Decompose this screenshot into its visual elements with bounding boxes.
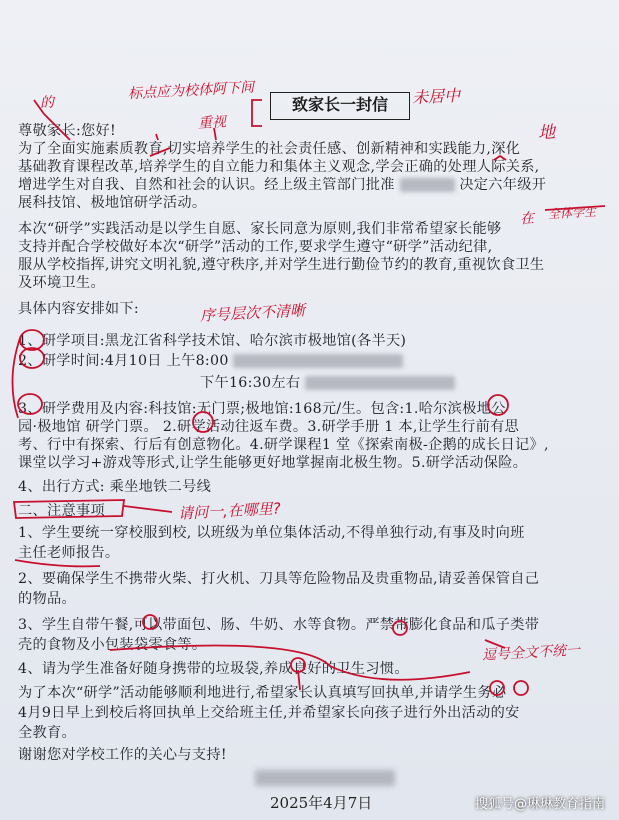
annotation-zai: 在 (519, 210, 535, 228)
item-1: 1、研学项目:黑龙江省科学技术馆、哈尔滨市极地馆(各半天) (18, 333, 407, 349)
item-3: 园·极地馆 研学门票。 2.研学活动往返车费。3.研学手册 1 本,让学生行前有思 (18, 419, 520, 435)
watermark: 搜狐号@琳琳教育指南 (474, 797, 605, 812)
annotation-center: 未居中 (411, 85, 461, 108)
annotation-order: 序号层次不清晰 (199, 301, 306, 325)
annotation-zhongshi: 重视 (197, 114, 227, 132)
body-line: 展科技馆、极地馆研学活动。 (18, 195, 207, 211)
closing: 全教育。 (18, 725, 76, 741)
body-line: 本次“研学”实践活动是以学生自愿、家长同意为原则,我们非常希望家长能够 (18, 221, 502, 237)
section-heading: 二、注意事项 (18, 503, 105, 519)
note-2: 2、要确保学生不携带火柴、打火机、刀具等危险物品及贵重物品,请妥善保管自己 (18, 571, 540, 587)
note-1: 1、学生要统一穿校服到校, 以班级为单位集体活动,不得单独行动,有事及时向班 (18, 525, 525, 541)
greeting: 尊敬家长:您好! (18, 123, 117, 139)
note-4: 4、请为学生准备好随身携带的垃圾袋,养成良好的卫生习惯。 (18, 661, 409, 677)
item-3: 考、行中有探索、行后有创意物化。4.研学课程1 堂《探索南极-企鹅的成长日记》, (18, 437, 549, 453)
item-4: 4、出行方式: 乘坐地铁二号线 (18, 479, 212, 495)
body-line-text: 增进学生对自我、自然和社会的认识。经上级主管部门批准 (18, 177, 395, 193)
body-line: 为了全面实施素质教育,切实培养学生的社会责任感、创新精神和实践能力,深化 (18, 141, 521, 157)
body-line: 及环境卫生。 (18, 275, 105, 291)
page-title: 致家长一封信 (270, 92, 410, 120)
annotation-de: 的 (39, 94, 55, 112)
body-line: 具体内容安排如下: (18, 301, 139, 317)
thanks: 谢谢您对学校工作的关心与支持! (18, 747, 227, 763)
body-line-tail: 决定六年级开 (459, 177, 547, 193)
note-2: 的物品。 (18, 591, 76, 607)
annotation-quanti: 全体学生 (547, 204, 597, 222)
item-2-text: 2、研学时间:4月10日 上午8:00 (18, 353, 229, 369)
item-3: 3、研学费用及内容:科技馆:无门票;极地馆:168元/生。包含:1.哈尔滨极地公 (18, 401, 506, 417)
annotation-di: 地 (537, 122, 556, 144)
annotation-font: 标点应为校体阿下间 (127, 79, 255, 103)
closing: 4月9日早上到校后将回执单上交给班主任,并希望家长向孩子进行外出活动的安 (18, 705, 520, 721)
body-line: 服从学校指挥,讲究文明礼貌,遵守秩序,并对学生进行勤俭节约的教育,重视饮食卫生 (18, 257, 545, 273)
note-3: 壳的食物及小包装袋零食等。 (18, 637, 207, 653)
body-line: 支持并配合学校做好本次“研学”活动的工作,要求学生遵守“研学”活动纪律, (18, 239, 493, 255)
annotation-punct: 逗号全文不统一 (481, 642, 581, 664)
letter-date: 2025年4月7日 (270, 794, 373, 812)
body-line: 基础教育课程改革,培养学生的自立能力和集体主义观念,学会正确的处理人际关系, (18, 159, 540, 175)
closing: 为了本次“研学”活动能够顺利地进行,希望家长认真填写回执单,并请学生务必 (18, 685, 507, 701)
item-3: 课堂以学习+游戏等形式,让学生能够更好地掌握南北极生物。5.研学活动保险。 (18, 455, 528, 471)
note-1: 主任老师报告。 (18, 545, 120, 561)
note-3: 3、学生自带午餐,可以带面包、肠、牛奶、水等食物。严禁带膨化食品和瓜子类带 (18, 617, 540, 633)
annotation-where: 请问一,在哪里? (177, 499, 282, 523)
item-2-afternoon-text: 下午16:30左右 (200, 375, 301, 391)
